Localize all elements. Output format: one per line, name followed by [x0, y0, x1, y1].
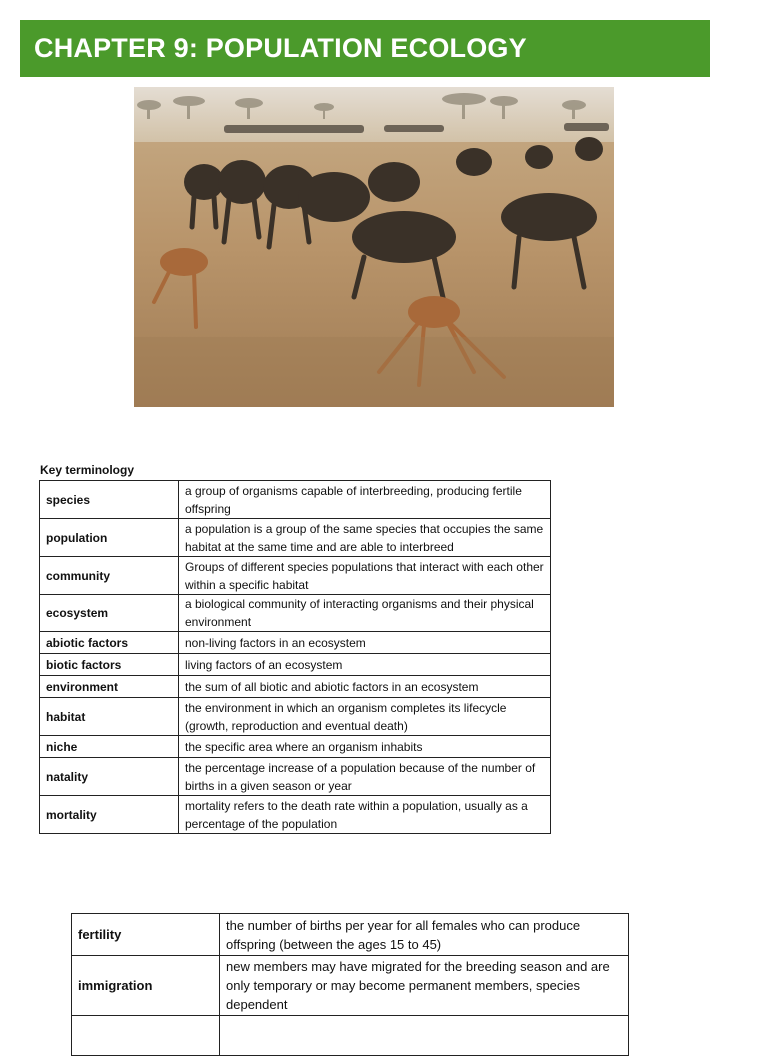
- table-row: [40, 519, 551, 557]
- term-cell: mortality: [40, 796, 179, 834]
- term-cell: abiotic factors: [40, 632, 179, 654]
- table-row: [40, 676, 551, 698]
- wildebeest-photo: [134, 87, 614, 407]
- definition-cell: Groups of different species populations that interact with each other within a specific habitat: [179, 557, 551, 595]
- definition-cell: mortality refers to the death rate within a population, usually as a percentage of the population: [179, 796, 551, 834]
- term-cell: ecosystem: [40, 595, 179, 632]
- term-cell: community: [40, 557, 179, 595]
- table-row: [40, 632, 551, 654]
- term-cell: biotic factors: [40, 654, 179, 676]
- table-row: [40, 796, 551, 834]
- definition-cell: [220, 1016, 629, 1056]
- definition-cell: living factors of an ecosystem: [179, 654, 551, 676]
- table-row: [72, 956, 629, 1016]
- definition-cell: the number of births per year for all females who can produce offspring (between the ages 15 to 45): [220, 914, 629, 956]
- term-cell: fertility: [72, 914, 220, 956]
- definition-cell: a population is a group of the same species that occupies the same habitat at the same time and are able to interbreed: [179, 519, 551, 557]
- table-row: [40, 698, 551, 736]
- definition-cell: the specific area where an organism inhabits: [179, 736, 551, 758]
- term-cell: population: [40, 519, 179, 557]
- term-cell: habitat: [40, 698, 179, 736]
- table-row: [40, 736, 551, 758]
- key-terminology-table: [39, 480, 551, 834]
- definition-cell: the percentage increase of a population because of the number of births in a given season or year: [179, 758, 551, 796]
- definition-cell: a biological community of interacting organisms and their physical environment: [179, 595, 551, 632]
- definition-cell: the sum of all biotic and abiotic factors in an ecosystem: [179, 676, 551, 698]
- definition-cell: the environment in which an organism completes its lifecycle (growth, reproduction and eventual death): [179, 698, 551, 736]
- table-row: [40, 557, 551, 595]
- definition-cell: new members may have migrated for the breeding season and are only temporary or may become permanent members, species dependent: [220, 956, 629, 1016]
- term-cell: immigration: [72, 956, 220, 1016]
- term-cell: niche: [40, 736, 179, 758]
- table-row: [40, 758, 551, 796]
- additional-terminology-table: [71, 913, 629, 1056]
- definition-cell: non-living factors in an ecosystem: [179, 632, 551, 654]
- table-row: [72, 1016, 629, 1056]
- key-terminology-label: Key terminology: [40, 463, 135, 477]
- term-cell: species: [40, 481, 179, 519]
- definition-cell: a group of organisms capable of interbreeding, producing fertile offspring: [179, 481, 551, 519]
- table-row: [72, 914, 629, 956]
- chapter-title: CHAPTER 9: POPULATION ECOLOGY: [34, 33, 527, 63]
- wildebeest-illustration: [134, 87, 614, 407]
- term-cell: [72, 1016, 220, 1056]
- table-row: [40, 481, 551, 519]
- chapter-title-banner: [20, 20, 710, 77]
- term-cell: natality: [40, 758, 179, 796]
- term-cell: environment: [40, 676, 179, 698]
- table-row: [40, 595, 551, 632]
- table-row: [40, 654, 551, 676]
